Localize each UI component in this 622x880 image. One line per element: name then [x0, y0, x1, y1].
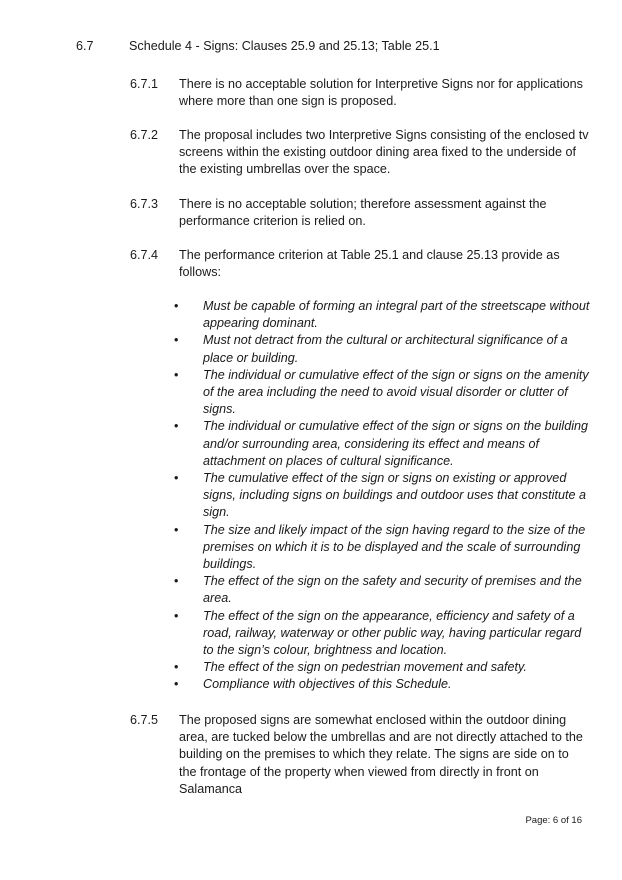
bullet-icon: •: [174, 471, 179, 486]
bullet-icon: •: [174, 299, 179, 313]
paragraph-number: 6.7.1: [130, 77, 159, 91]
criteria-item: [174, 367, 594, 419]
criteria-text: The effect of the sign on pedestrian movement and safety.: [203, 660, 527, 675]
criteria-text: Must be capable of forming an integral part of the streetscape without appearing dominant.: [203, 299, 590, 331]
criteria-text: Must not detract from the cultural or architectural significance of a place or building.: [203, 333, 568, 365]
bullet-icon: •: [174, 660, 179, 675]
criteria-text: The effect of the sign on the safety and security of premises and the area.: [203, 574, 582, 606]
criteria-item: [174, 608, 594, 660]
criteria-item: [174, 298, 594, 332]
bullet-icon: •: [174, 419, 179, 434]
criteria-item: [174, 659, 594, 676]
bullet-icon: •: [174, 574, 179, 589]
paragraph-text: The proposed signs are somewhat enclosed within the outdoor dining area, are tucked below the umbrellas and are not directly attached to the building on the premises to which they relate. The signs are side on to the frontage of the property when viewed from directly in front on Salamanca: [179, 713, 583, 796]
criteria-text: The effect of the sign on the appearance, efficiency and safety of a road, railway, waterway or other public way, having particular regard to the sign’s colour, brightness and location.: [203, 608, 582, 658]
section-number: 6.7: [76, 39, 94, 53]
criteria-item: [174, 573, 594, 607]
criteria-text: The individual or cumulative effect of the sign or signs on the building and/or surrounding area, considering its effect and means of attachment on places of cultural significance.: [203, 419, 589, 468]
paragraph-text: The proposal includes two Interpretive Signs consisting of the enclosed tv screens within the existing outdoor dining area fixed to the underside of the existing umbrellas over the space.: [179, 128, 589, 177]
criteria-item: [174, 418, 594, 470]
paragraph-text: The performance criterion at Table 25.1 and clause 25.13 provide as follows:: [179, 248, 560, 280]
bullet-icon: •: [174, 367, 179, 382]
paragraph-number: 6.7.5: [130, 713, 159, 727]
criteria-text: The size and likely impact of the sign having regard to the size of the premises on which it is to be displayed and the scale of surrounding buildings.: [203, 522, 586, 572]
criteria-item: [174, 332, 594, 366]
bullet-icon: •: [174, 333, 179, 348]
criteria-item: [174, 470, 594, 522]
criteria-list: [174, 298, 594, 694]
criteria-text: Compliance with objectives of this Schedule.: [203, 677, 452, 692]
bullet-icon: •: [174, 608, 179, 623]
section-title: Schedule 4 - Signs: Clauses 25.9 and 25.13; Table 25.1: [129, 39, 440, 53]
criteria-item: [174, 522, 594, 574]
paragraph-text: There is no acceptable solution; therefore assessment against the performance criterion is relied on.: [179, 197, 547, 229]
bullet-icon: •: [174, 677, 179, 692]
paragraph-number: 6.7.3: [130, 197, 159, 211]
criteria-item: [174, 676, 594, 693]
paragraph-number: 6.7.2: [130, 128, 159, 142]
bullet-icon: •: [174, 522, 179, 537]
paragraph-text: There is no acceptable solution for Interpretive Signs nor for applications where more than one sign is proposed.: [179, 77, 583, 109]
criteria-text: The individual or cumulative effect of the sign or signs on the amenity of the area including the need to avoid visual disorder or clutter of signs.: [203, 367, 589, 417]
page-number: Page: 6 of 16: [525, 815, 582, 826]
criteria-text: The cumulative effect of the sign or signs on existing or approved signs, including signs on buildings and outdoor uses that constitute a sign.: [203, 471, 586, 520]
paragraph-number: 6.7.4: [130, 248, 159, 262]
